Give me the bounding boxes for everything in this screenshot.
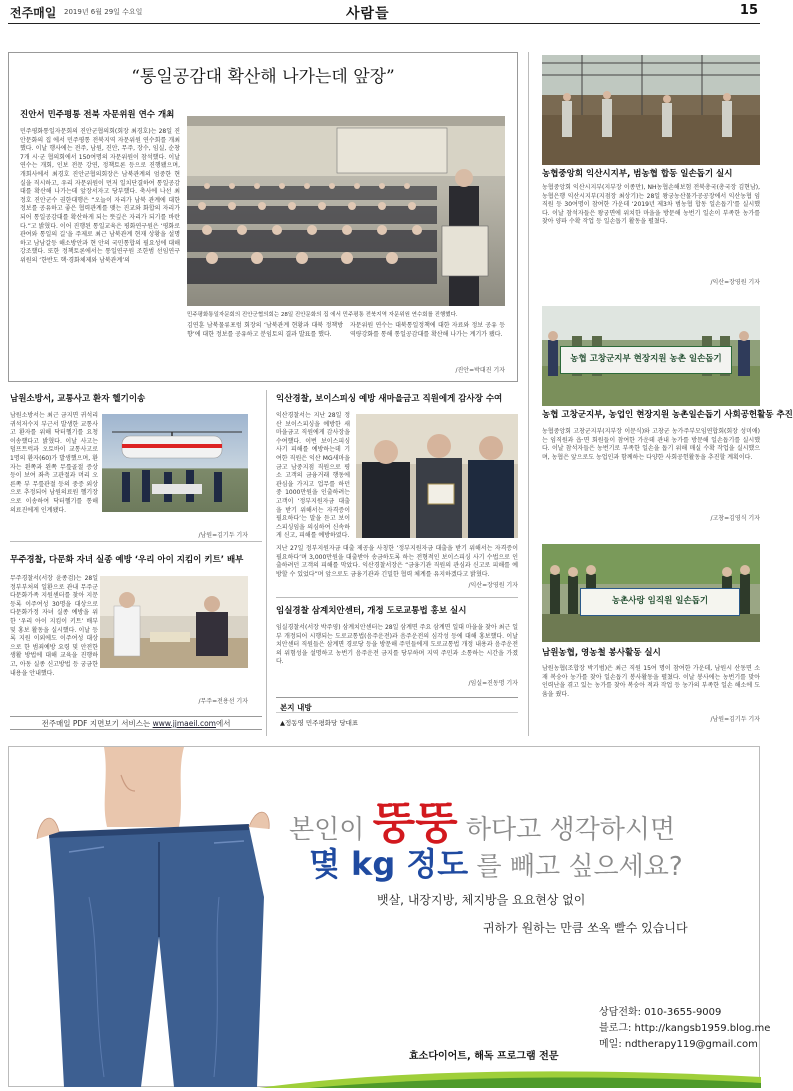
right1-headline: 농협중앙회 익산시지부, 범농협 합동 일손돕기 실시 — [542, 169, 733, 179]
lead-photo-caption: 민주평화통일자문회의 진안군협의회는 28일 진안문화의 집 에서 민주평통 전북지역 자문위원 연수회를 진행했다. — [187, 312, 458, 318]
issue-date: 2019년 6월 29일 수요일 — [64, 8, 143, 16]
masthead — [8, 2, 760, 24]
imsil-headline: 임실경찰 삼계치안센터, 개정 도로교통법 홍보 실시 — [276, 606, 467, 616]
lead-photo — [187, 116, 505, 306]
iksan-headline: 익산경찰, 보이스피싱 예방 새마을금고 직원에게 감사장 수여 — [276, 394, 503, 404]
ad-contact-block — [599, 1005, 770, 1053]
imsil-byline: /임실=진동명 기자 — [468, 680, 518, 687]
pdf-banner-text: 전주매일 PDF 지면보기 서비스는 — [41, 719, 153, 728]
ad-line1-post: 하다고 생각하시면 — [457, 815, 676, 845]
ad-subline2: 귀하가 원하는 만큼 쏘옥 빨수 있습니다 — [483, 921, 688, 935]
ad-mail[interactable]: 메일: ndtherapy119@gmail.com — [599, 1039, 758, 1050]
award-scene — [356, 414, 518, 538]
diet-advertisement — [8, 746, 771, 1087]
imsil-body: 임실경찰서(서장 박주영) 삼계치안센터는 28일 삼계면 주요 삼계면 일대 마을을 찾아 최근 일부 개정되어 시행되는 도로교통법(음주운전)과 음주운전의 심각성 등에 대해 홍보했다. 이날 치안센터 직원들은 삼계면 경로당 등을 방문해 주민들에게 도로교통법 개정 내용과 음주운전의 위험성을 설명하고 농번기 음주운전 금지를 당부하며 지역 주민과 소통하는 시간을 가졌다. — [276, 624, 518, 666]
lead-headline: 진안서 민주평통 전북 자문위원 연수 개최 — [20, 110, 175, 120]
ad-headline-line2 — [309, 839, 749, 885]
right2-headline: 농협 고창군지부, 농업인 현장지원 농촌일손돕기 사회공헌활동 추진 — [542, 410, 793, 420]
ad-subline1: 뱃살, 내장지방, 체지방을 요요현상 없이 — [377, 893, 586, 907]
lead-body-col2: 김연훈 남북물류포럼 회장의 ‘남북관계 현황과 대북 정책방향’에 대한 정보를 공유하고 분임토의 결과 발표를 했다. — [187, 322, 343, 338]
right3-body: 남원농협(조합장 박기범)은 최근 직원 15여 명이 참여한 가운데, 남원시 산동면 소재 복숭아 농가를 찾아 일손돕기 봉사활동을 펼쳤다. 이날 봉사에는 농번기를 맞아 인력난을 겪고 있는 농가를 찾아 복숭아 적과 작업 등 농가의 부족한 일손 해소에 도움을 줬다. — [542, 665, 760, 698]
right1-byline: /익산=장영원 기자 — [710, 279, 760, 286]
ad-program: 효소다이어트, 해독 프로그램 전문 — [409, 1051, 559, 1062]
right3-byline: /남원=김기두 기자 — [710, 716, 760, 723]
lead-title: “통일공감대 확산해 나가는데 앞장” — [131, 67, 395, 87]
lead-byline: /진안=박대진 기자 — [455, 367, 505, 374]
ad-bottom-swoosh — [9, 1067, 761, 1088]
fire-photo — [102, 414, 248, 512]
iksan-photo — [356, 414, 518, 538]
iksan-body-col: 익산경찰서는 지난 28일 정산 보이스피싱을 예방한 새마을금고 직원에게 감사장을 수여했다. 이번 보이스피싱 사기 피해를 예방하는데 기여한 직원은 익산 MG새마을금고 남중지점 직원으로 평소 고객의 금융거래 행동에 관심을 가지고 업무를 하던 중 1000만원을 인출하려는 고객이 ‘정부지원자금 대출을 받기 위해서는 자격증이 필요하다’는 말을 듣고 보이스피싱임을 의심하여 신속하게 신고, 피해를 예방하였다. — [276, 412, 350, 540]
diet-jeans-illustration — [9, 747, 309, 1087]
paper-name: 전주매일 — [10, 6, 57, 20]
ad-line2-emphasis: 몇 kg 정도 — [309, 845, 469, 883]
fire-body: 남원소방서는 최근 금지면 귀석리 귀석저수지 부근서 발생한 교통사고 환자를 위해 닥터헬기를 요청 이송했다고 밝혔다. 이날 사고는 덤프트럭과 오토바이 교통사고로 1명의 환자(60)가 발생했으며, 환자는 왼쪽과 왼쪽 무릎골절 증상 등이 보여 좌측 고관절과 머리 오른쪽 부 무릎관절 등의 중증 외상으로 추정되어 남원의료원 헬기장으로 이송하여 닥터헬기를 통해 의료진에게 인계됐다. — [10, 412, 98, 514]
right1-body: 농협중앙회 익산시지부(지부장 이종만), NH농협손해보험 전북총국(총국장 김현남), 농협은행 익산시지부(지점장 최상기)는 28일 왕궁농산물가공공장에서 익산농협 임직원 등 30여명이 참여한 가운데 ‘2019년 제3차 범농협 합동 일손돕기’를 실시했다. 이날 참석자들은 왕궁면에 위치한 마을을 방문해 농번기 일손이 부족한 농가를 찾아 양파 수확 작업 등 일손돕기 활동을 펼쳤다. — [542, 184, 760, 226]
musu-headline: 무주경찰, 다문화 자녀 실종 예방 ‘우리 아이 지킴이 키트’ 배부 — [10, 555, 244, 565]
section-title: 사람들 — [346, 6, 390, 22]
right3-banner: 농촌사랑 임직원 일손돕기 — [580, 588, 740, 616]
lead-photo-scene — [187, 116, 505, 306]
lead-body-col3: 자문위원 연수는 대북통일정책에 대한 자료와 정보 공유 등 역량강화를 통해 통일공감대를 확산해 나가는 계기가 됐다. — [350, 322, 505, 338]
musu-photo — [100, 576, 248, 668]
ad-line1-pre: 본인이 — [289, 815, 373, 845]
ad-phone: 상담전화: 010-3655-9009 — [599, 1007, 722, 1018]
musu-body: 무주경찰서(서장 윤종검)는 28일 정부부처의 일환으로 관내 무주군 다문화가족 지원센터를 찾아 지문 등록 이주여성 30명을 대상으로 다문화가정 자녀 실종 예방을 위한 ‘우리 아이 지킴이 키트’ 배부 및 홍보 활동을 실시했다. 이날 등록 지원 이외에도 이주여성 대상으로 한 범죄예방 요령 및 안전한 생활 방법에 대해 교육을 진행하고, 아동 실종 신고방법 등 궁금한 내용을 안내했다. — [10, 575, 98, 677]
helicopter-scene — [102, 414, 248, 512]
iksan-body-wide: 지난 27일 정부지원자금 대출 제공을 사칭한 ‘정부지원자금 대출을 받기 위해서는 자격증이 필요하다’며 3,000만원을 대출받아 송금하도록 하는 전형적인 보이스피싱 사기 수법으로 인출하려던 고객의 피해를 막았다. 익산경찰서장은 “금융기관 직원의 관심과 신고로 피해를 예방할 수 있었다”며 앞으로도 금융기관과 긴밀한 협력 체계를 유지하겠다고 밝혔다. — [276, 545, 518, 578]
right2-byline: /고창=김영식 기자 — [710, 515, 760, 522]
iksan-byline: /익산=장영원 기자 — [468, 582, 518, 589]
greenhouse-scene — [542, 55, 760, 165]
info-visitor: ▲정동영 민주평화당 당대표 — [280, 719, 359, 727]
right3-headline: 남원농협, 영농철 봉사활동 실시 — [542, 648, 661, 658]
right2-body: 농협중앙회 고창군지부(지부장 이문식)와 고창군 농가주부모임연합회(회장 성미애)는 임직원과 읍·면 회원들이 참여한 가운데 관내 농가를 방문해 일손돕기를 실시했다. 이날 참석자들은 농번기로 부족한 일손을 돕기 위해 매실 수확 작업을 실시했으며, 농협은 앞으로도 농업인과 함께하는 다양한 사회공헌활동을 추진할 계획이다. — [542, 428, 760, 461]
ad-line2-post: 를 빼고 싶으세요? — [468, 852, 683, 882]
pdf-banner-link[interactable]: www.jjmaeil.com — [152, 719, 216, 728]
info-label: 본지 내방 — [280, 703, 312, 712]
pdf-banner-suffix: 에서 — [215, 719, 231, 728]
musu-byline: /무주=전용선 기자 — [198, 698, 248, 705]
right2-banner: 농협 고창군지부 현장지원 농촌 일손돕기 — [560, 346, 732, 374]
page-number: 15 — [739, 3, 758, 18]
fire-headline: 남원소방서, 교통사고 환자 헬기이송 — [10, 394, 146, 404]
right1-photo — [542, 55, 760, 165]
ad-blog[interactable]: 블로그: http://kangsb1959.blog.me — [599, 1023, 771, 1034]
classroom-scene — [100, 576, 248, 668]
lead-body-col1: 민주평화통일자문회의 진안군협의회(회장 최경호)는 28일 진안문화의 집 에서 민주평통 전북지역 자문위원 연수회를 개최했다. 이날 행사에는 전주, 남원, 진안, 무주, 장수, 임실, 순창 7개 시·군 협의회에서 150여명의 자문위원이 참석했다. 이날 연수는 개회, 인보 전문 강연, 정책토론 등으로 진행됐으며, 개회사에서 최경호 진안군협의회장은 남북관계의 엄중한 현실을 직시하고, 우리 자문위원이 먼저 일치단결하여 통일공감대를 확산해 나가는데 앞장서자고 당부했다. 축사에 나선 최정호 진안군수 권한대행은 “오늘이 자리가 남북 관계에 대한 정보를 공유하고 좋은 협력관계를 맺는 진교와 화합의 자리가 되어 통일공감대를 확산하게 되는 뜻깊은 자리가 되기를 바란다.”고 밝혔다. 이어 진행된 통일교육은 평화연구원은 ‘평화로 관여와 통일의 길’을 주제로 최근 남북관계 현재 상황을 설명하고 남남갈등 해소방안과 현 안의 국민통합의 필요성에 대해 강조했다. 또한 정책토론에서는 통일연구원 조한범 선임연구위원의 ‘한반도 핵·경화체제와 남북관계’의 — [20, 128, 180, 264]
pdf-service-banner — [10, 716, 262, 730]
ad-line1-emphasis: 뚱뚱 — [372, 798, 458, 849]
fire-byline: /남원=김기두 기자 — [198, 532, 248, 539]
